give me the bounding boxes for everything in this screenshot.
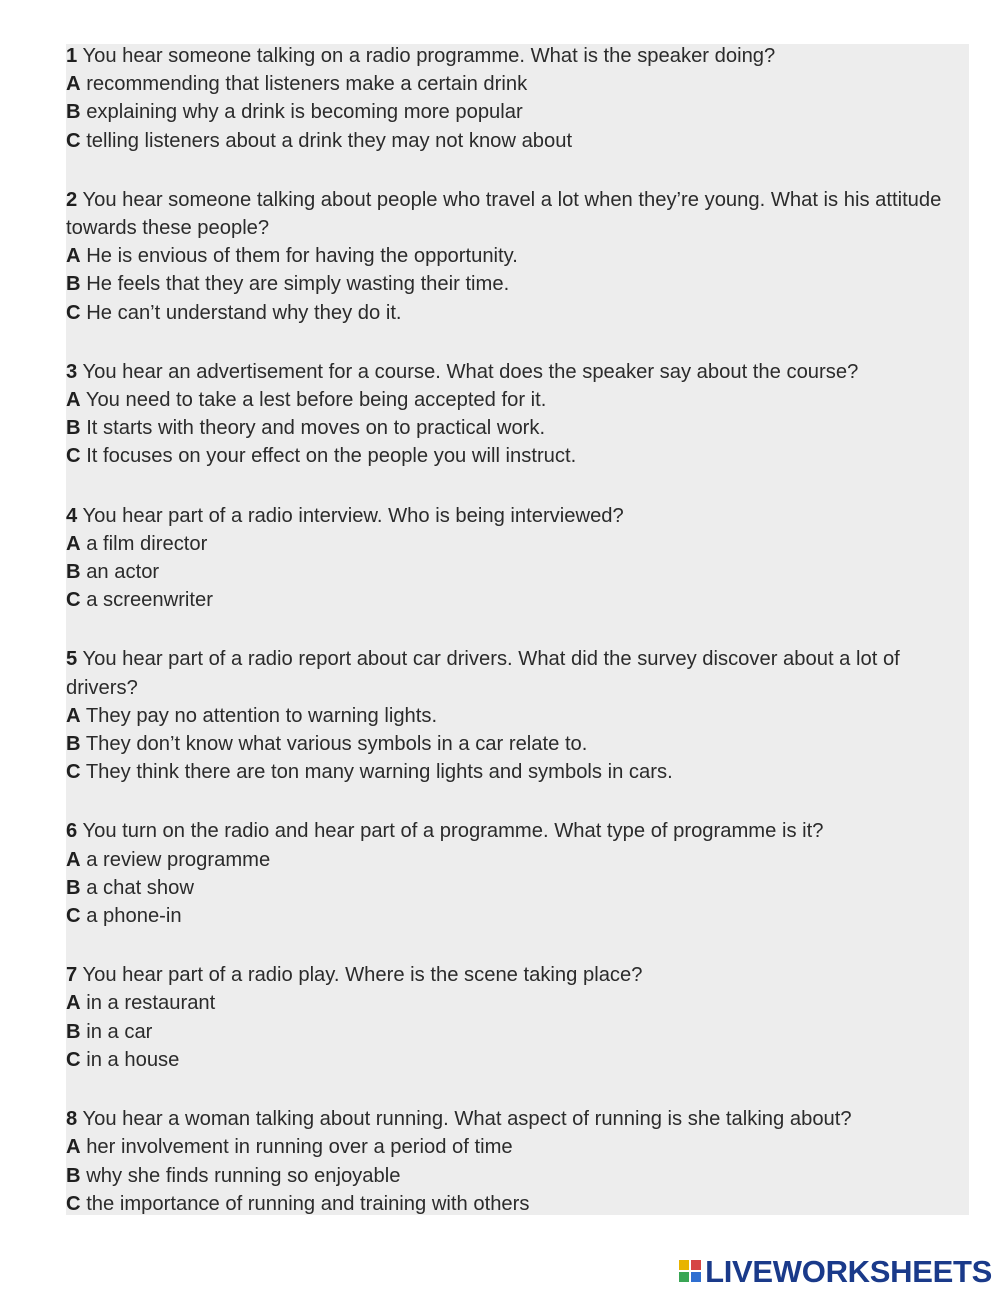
- option-text: in a house: [86, 1048, 180, 1071]
- option-text: They don’t know what various symbols in a car relate to.: [85, 733, 588, 756]
- question-5: [66, 645, 951, 786]
- option-letter: A: [66, 992, 81, 1015]
- question-3: [66, 358, 951, 471]
- option-a: [66, 70, 951, 98]
- option-a: [66, 530, 951, 558]
- option-text: They pay no attention to warning lights.: [85, 704, 438, 727]
- option-text: telling listeners about a drink they may not know about: [86, 129, 573, 152]
- option-b: [66, 874, 951, 902]
- option-letter: A: [66, 1136, 81, 1159]
- option-text: He is envious of them for having the opportunity.: [86, 245, 518, 268]
- question-1: [66, 42, 951, 155]
- question-text: You turn on the radio and hear part of a programme. What type of programme is it?: [82, 820, 824, 843]
- option-letter: B: [66, 733, 81, 756]
- question-2: [66, 186, 951, 327]
- question-6: [66, 817, 951, 930]
- option-text: an actor: [86, 561, 160, 584]
- option-text: in a car: [86, 1020, 153, 1043]
- option-letter: B: [66, 1020, 81, 1043]
- option-text: in a restaurant: [86, 992, 216, 1015]
- question-stem: [66, 502, 951, 530]
- question-7: [66, 961, 951, 1074]
- option-text: why she finds running so enjoyable: [86, 1164, 401, 1187]
- question-stem: [66, 961, 951, 989]
- question-number: 1: [66, 45, 78, 67]
- question-number: 4: [66, 504, 78, 527]
- option-letter: C: [66, 905, 81, 928]
- option-c: [66, 1046, 951, 1074]
- option-letter: B: [66, 273, 81, 296]
- option-letter: A: [66, 73, 81, 96]
- option-b: [66, 1162, 951, 1190]
- question-number: 7: [66, 964, 78, 987]
- option-b: [66, 270, 951, 298]
- question-stem: [66, 186, 951, 242]
- option-c: [66, 1190, 951, 1218]
- option-letter: C: [66, 301, 81, 324]
- option-a: [66, 386, 951, 414]
- logo-text: LIVEWORKSHEETS: [705, 1253, 992, 1289]
- option-b: [66, 98, 951, 126]
- option-a: [66, 242, 951, 270]
- option-text: They think there are ton many warning lights and symbols in cars.: [85, 761, 673, 784]
- question-text: You hear an advertisement for a course. What does the speaker say about the course?: [82, 360, 859, 383]
- option-c: [66, 299, 951, 327]
- option-text: It starts with theory and moves on to practical work.: [86, 417, 546, 440]
- question-4: [66, 502, 951, 615]
- option-text: You need to take a lest before being accepted for it.: [85, 389, 547, 412]
- option-letter: B: [66, 876, 81, 899]
- question-text: You hear someone talking about people who travel a lot when they’re young. What is his attitude towards these people?: [66, 188, 942, 240]
- option-text: a film director: [86, 532, 208, 555]
- question-number: 5: [66, 648, 78, 671]
- question-list: [66, 42, 951, 1249]
- option-letter: C: [66, 589, 81, 612]
- option-text: her involvement in running over a period of time: [86, 1136, 513, 1159]
- question-stem: [66, 645, 951, 701]
- question-number: 3: [66, 360, 78, 383]
- option-letter: C: [66, 445, 81, 468]
- option-text: It focuses on your effect on the people you will instruct.: [86, 445, 577, 468]
- option-letter: B: [66, 417, 81, 440]
- option-letter: A: [66, 704, 81, 727]
- option-text: a screenwriter: [86, 589, 213, 612]
- question-number: 8: [66, 1108, 78, 1131]
- option-a: [66, 846, 951, 874]
- option-letter: A: [66, 245, 81, 268]
- option-letter: C: [66, 761, 81, 784]
- option-text: a chat show: [86, 876, 194, 899]
- option-letter: B: [66, 561, 81, 584]
- question-stem: [66, 817, 951, 845]
- question-number: 2: [66, 188, 78, 211]
- option-letter: A: [66, 848, 81, 871]
- option-letter: B: [66, 1164, 81, 1187]
- question-stem: [66, 1105, 951, 1133]
- option-letter: C: [66, 1048, 81, 1071]
- option-text: He feels that they are simply wasting their time.: [86, 273, 510, 296]
- option-b: [66, 730, 951, 758]
- question-8: [66, 1105, 951, 1218]
- liveworksheets-logo: [679, 1254, 992, 1288]
- option-a: [66, 1133, 951, 1161]
- option-text: recommending that listeners make a certain drink: [86, 73, 528, 96]
- question-text: You hear someone talking on a radio programme. What is the speaker doing?: [82, 45, 776, 67]
- option-letter: C: [66, 129, 81, 152]
- question-text: You hear part of a radio report about car drivers. What did the survey discover about a lot of drivers?: [66, 648, 900, 699]
- option-c: [66, 758, 951, 786]
- option-letter: A: [66, 389, 81, 412]
- option-text: a phone-in: [86, 905, 182, 928]
- option-a: [66, 989, 951, 1017]
- question-stem: [66, 42, 951, 70]
- option-text: He can’t understand why they do it.: [86, 301, 402, 324]
- option-text: the importance of running and training with others: [86, 1192, 530, 1215]
- question-text: You hear a woman talking about running. What aspect of running is she talking about?: [82, 1108, 852, 1131]
- question-number: 6: [66, 820, 78, 843]
- option-c: [66, 902, 951, 930]
- option-text: a review programme: [86, 848, 271, 871]
- option-b: [66, 558, 951, 586]
- option-b: [66, 1018, 951, 1046]
- option-letter: B: [66, 101, 81, 124]
- option-letter: A: [66, 532, 81, 555]
- option-c: [66, 586, 951, 614]
- liveworksheets-blocks-icon: [679, 1260, 701, 1282]
- option-letter: C: [66, 1192, 81, 1215]
- option-text: explaining why a drink is becoming more popular: [86, 101, 523, 124]
- question-text: You hear part of a radio interview. Who is being interviewed?: [82, 504, 624, 527]
- option-a: [66, 702, 951, 730]
- option-c: [66, 127, 951, 155]
- question-text: You hear part of a radio play. Where is the scene taking place?: [82, 964, 643, 987]
- option-b: [66, 414, 951, 442]
- option-c: [66, 442, 951, 470]
- question-stem: [66, 358, 951, 386]
